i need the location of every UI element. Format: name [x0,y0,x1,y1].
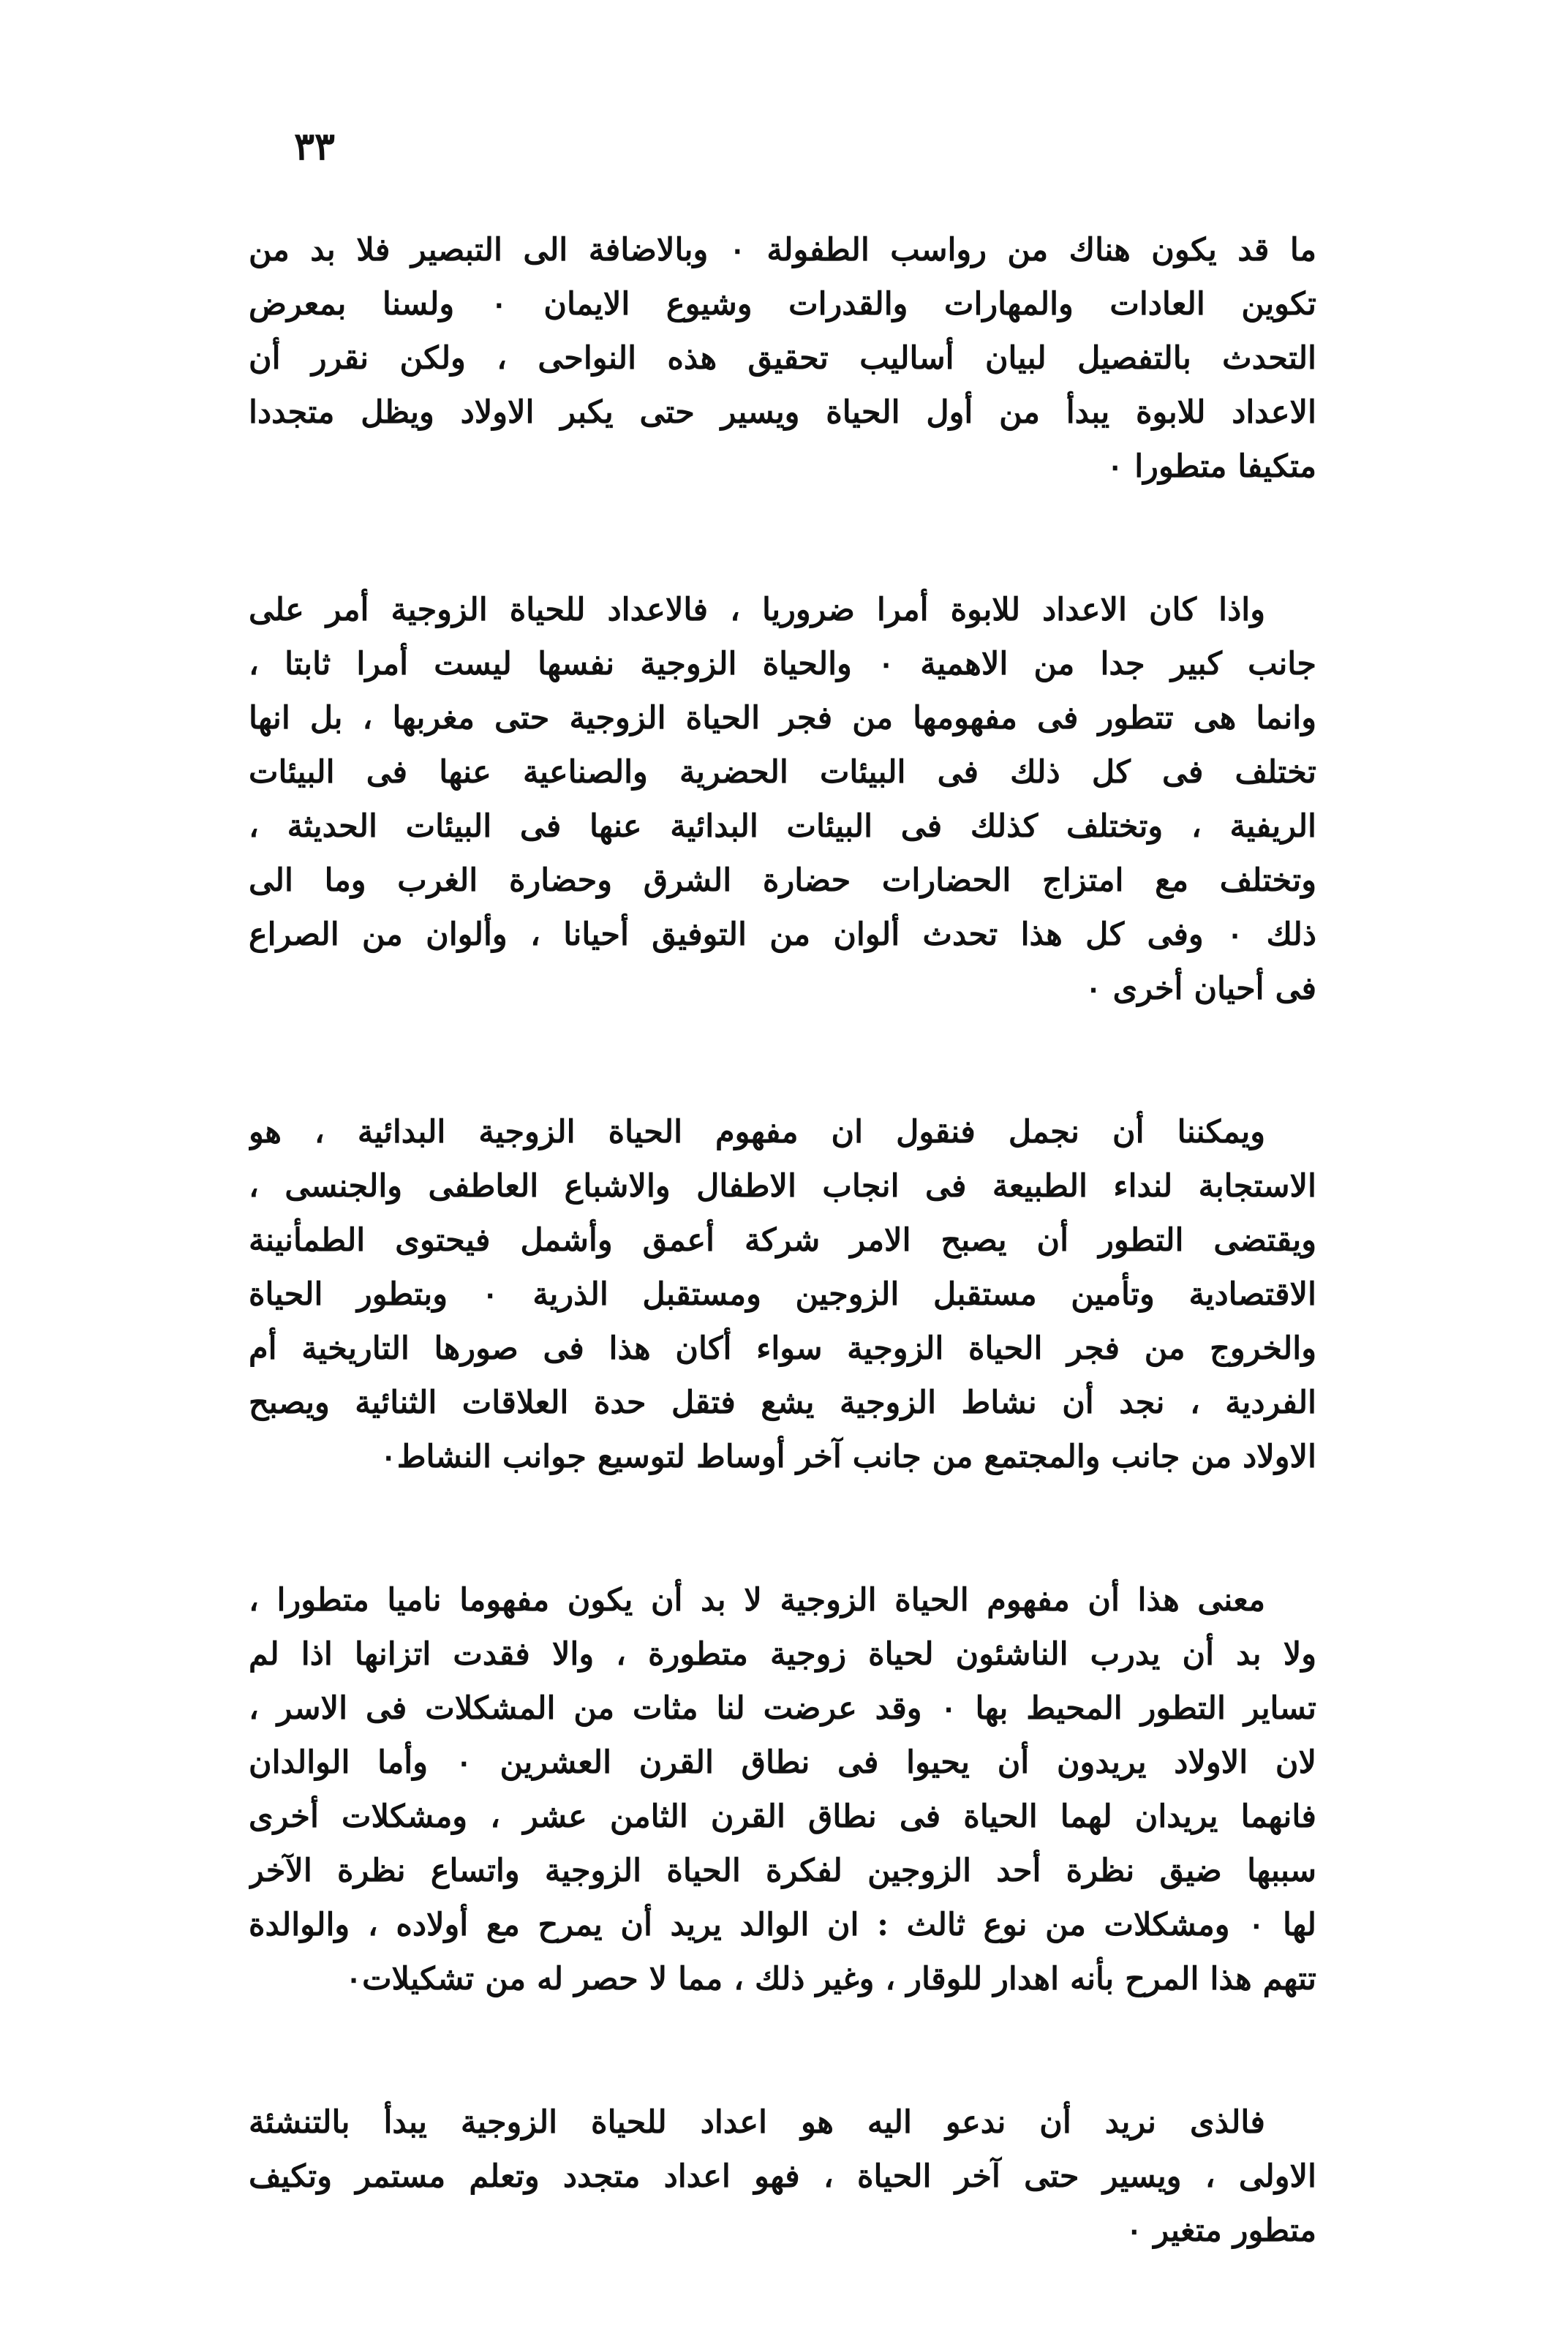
text-line: الاولاد من جانب والمجتمع من جانب آخر أوساط لتوسيع جوانب النشاط٠ [380,1439,1316,1475]
text-line: ما قد يكون هناك من رواسب الطفولة ٠ وبالاضافة الى التبصير فلا بد من [249,232,1316,268]
text-line: الاستجابة لنداء الطبيعة فى انجاب الاطفال والاشباع العاطفى والجنسى ، [249,1168,1316,1205]
text-line: ويمكننا أن نجمل فنقول ان مفهوم الحياة الزوجية البدائية ، هو [249,1114,1265,1150]
text-line: تختلف فى كل ذلك فى البيئات الحضرية والصناعية عنها فى البيئات [249,754,1316,791]
text-line: الاولى ، ويسير حتى آخر الحياة ، فهو اعداد متجدد وتعلم مستمر وتكيف [249,2158,1316,2195]
text-line: تساير التطور المحيط بها ٠ وقد عرضت لنا مثات من المشكلات فى الاسر ، [249,1690,1316,1727]
body-text [249,223,1316,2347]
text-line: تكوين العادات والمهارات والقدرات وشيوع الايمان ٠ ولسنا بمعرض [249,286,1316,323]
text-line: الريفية ، وتختلف كذلك فى البيئات البدائية عنها فى البيئات الحديثة ، [249,808,1316,845]
text-line: ولا بد أن يدرب الناشئون لحياة زوجية متطورة ، والا فقدت اتزانها اذا لم [249,1636,1316,1673]
text-line: ذلك ٠ وفى كل هذا تحدث ألوان من التوفيق أحيانا ، وألوان من الصراع [249,916,1316,953]
paragraph [249,583,1316,1016]
text-line: لها ٠ ومشكلات من نوع ثالث : ان الوالد يريد أن يمرح مع أولاده ، والوالدة [249,1907,1316,1943]
text-line: سببها ضيق نظرة أحد الزوجين لفكرة الحياة الزوجية واتساع نظرة الآخر [249,1853,1316,1889]
paragraph [249,223,1316,494]
text-line: معنى هذا أن مفهوم الحياة الزوجية لا بد أن يكون مفهوما ناميا متطورا ، [249,1582,1265,1619]
text-line: الفردية ، نجد أن نشاط الزوجية يشع فتقل حدة العلاقات الثنائية ويصبح [249,1385,1316,1421]
paragraph [249,1105,1316,1484]
text-line: والخروج من فجر الحياة الزوجية سواء أكان هذا فى صورها التاريخية أم [249,1330,1316,1367]
text-line: فانهما يريدان لهما الحياة فى نطاق القرن الثامن عشر ، ومشكلات أخرى [249,1798,1316,1835]
text-line: فالذى نريد أن ندعو اليه هو اعداد للحياة الزوجية يبدأ بالتنشئة [249,2104,1265,2141]
text-line: وتختلف مع امتزاج الحضارات حضارة الشرق وحضارة الغرب وما الى [249,862,1316,899]
text-line: ويقتضى التطور أن يصبح الامر شركة أعمق وأشمل فيحتوى الطمأنينة [249,1222,1316,1259]
text-line: لان الاولاد يريدون أن يحيوا فى نطاق القرن العشرين ٠ وأما الوالدان [249,1744,1316,1781]
text-line: واذا كان الاعداد للابوة أمرا ضروريا ، فالاعداد للحياة الزوجية أمر على [249,592,1265,628]
text-line: تتهم هذا المرح بأنه اهدار للوقار ، وغير ذلك ، مما لا حصر له من تشكيلات٠ [344,1961,1316,1997]
text-line: وانما هى تتطور فى مفهومها من فجر الحياة الزوجية حتى مغربها ، بل انها [249,700,1316,737]
text-line: الاقتصادية وتأمين مستقبل الزوجين ومستقبل الذرية ٠ وبتطور الحياة [249,1276,1316,1313]
paragraph [249,2095,1316,2258]
text-line: متطور متغير ٠ [1126,2212,1316,2249]
text-line: متكيفا متطورا ٠ [1107,448,1316,485]
paragraph [249,1573,1316,2006]
text-line: الاعداد للابوة يبدأ من أول الحياة ويسير حتى يكبر الاولاد ويظل متجددا [249,394,1316,431]
page-number: ٣٣ [294,124,335,169]
text-line: فى أحيان أخرى ٠ [1085,971,1316,1007]
text-line: التحدث بالتفصيل لبيان أساليب تحقيق هذه النواحى ، ولكن نقرر أن [249,340,1316,377]
text-line: جانب كبير جدا من الاهمية ٠ والحياة الزوجية نفسها ليست أمرا ثابتا ، [249,646,1316,682]
